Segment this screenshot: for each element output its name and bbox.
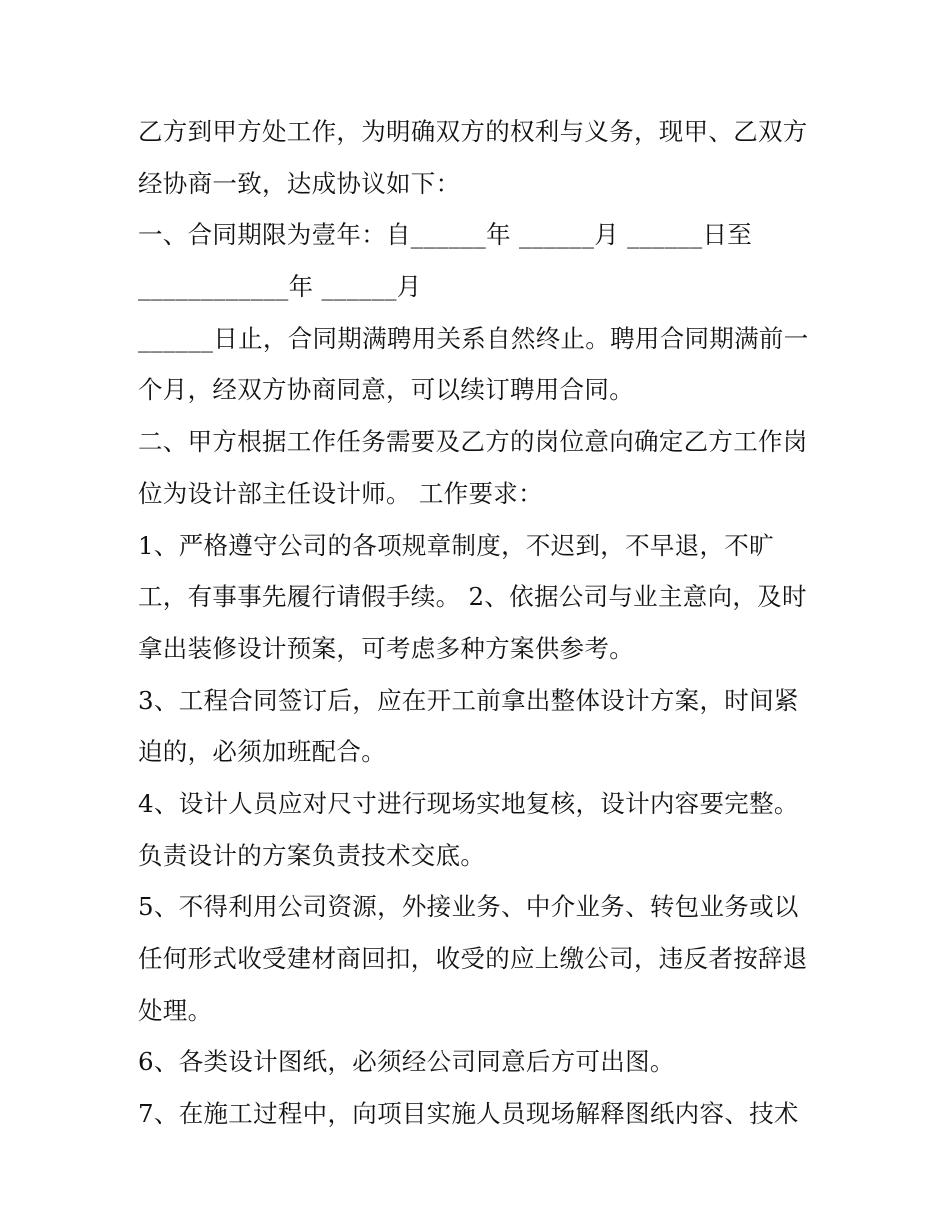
text-line: 二、甲方根据工作任务需要及乙方的岗位意向确定乙方工作岗 — [138, 427, 808, 457]
text-line: 5、不得利用公司资源，外接业务、中介业务、转包业务或以 — [138, 892, 799, 922]
text-line: ____________年 ______月 — [138, 272, 422, 302]
text-line: 一、合同期限为壹年：自______年 ______月 ______日至 — [138, 220, 753, 250]
text-line: 拿出装修设计预案，可考虑多种方案供参考。 — [138, 633, 634, 663]
text-line: 1、严格遵守公司的各项规章制度，不迟到，不早退，不旷 — [138, 530, 774, 560]
text-line: 6、各类设计图纸，必须经公司同意后方可出图。 — [138, 1047, 675, 1077]
document-body — [138, 106, 828, 1140]
text-line: 迫的，必须加班配合。 — [138, 737, 386, 767]
text-line: 个月，经双方协商同意，可以续订聘用合同。 — [138, 375, 634, 405]
text-line: 位为设计部主任设计师。 工作要求： — [138, 478, 543, 508]
text-line: 4、设计人员应对尺寸进行现场实地复核，设计内容要完整。 — [138, 788, 799, 818]
text-line: 工，有事事先履行请假手续。 2、依据公司与业主意向，及时 — [138, 582, 807, 612]
text-line: 负责设计的方案负责技术交底。 — [138, 840, 486, 870]
text-line: 7、在施工过程中，向项目实施人员现场解释图纸内容、技术 — [138, 1099, 799, 1129]
text-line: 处理。 — [138, 995, 213, 1025]
text-line: 经协商一致，达成协议如下： — [138, 168, 461, 198]
text-line: 任何形式收受建材商回扣，收受的应上缴公司，违反者按辞退 — [138, 944, 808, 973]
text-line: 乙方到甲方处工作，为明确双方的权利与义务，现甲、乙双方 — [138, 117, 808, 146]
text-line: ______日止，合同期满聘用关系自然终止。聘用合同期满前一 — [138, 323, 809, 353]
text-line: 3、工程合同签订后，应在开工前拿出整体设计方案，时间紧 — [138, 685, 799, 715]
